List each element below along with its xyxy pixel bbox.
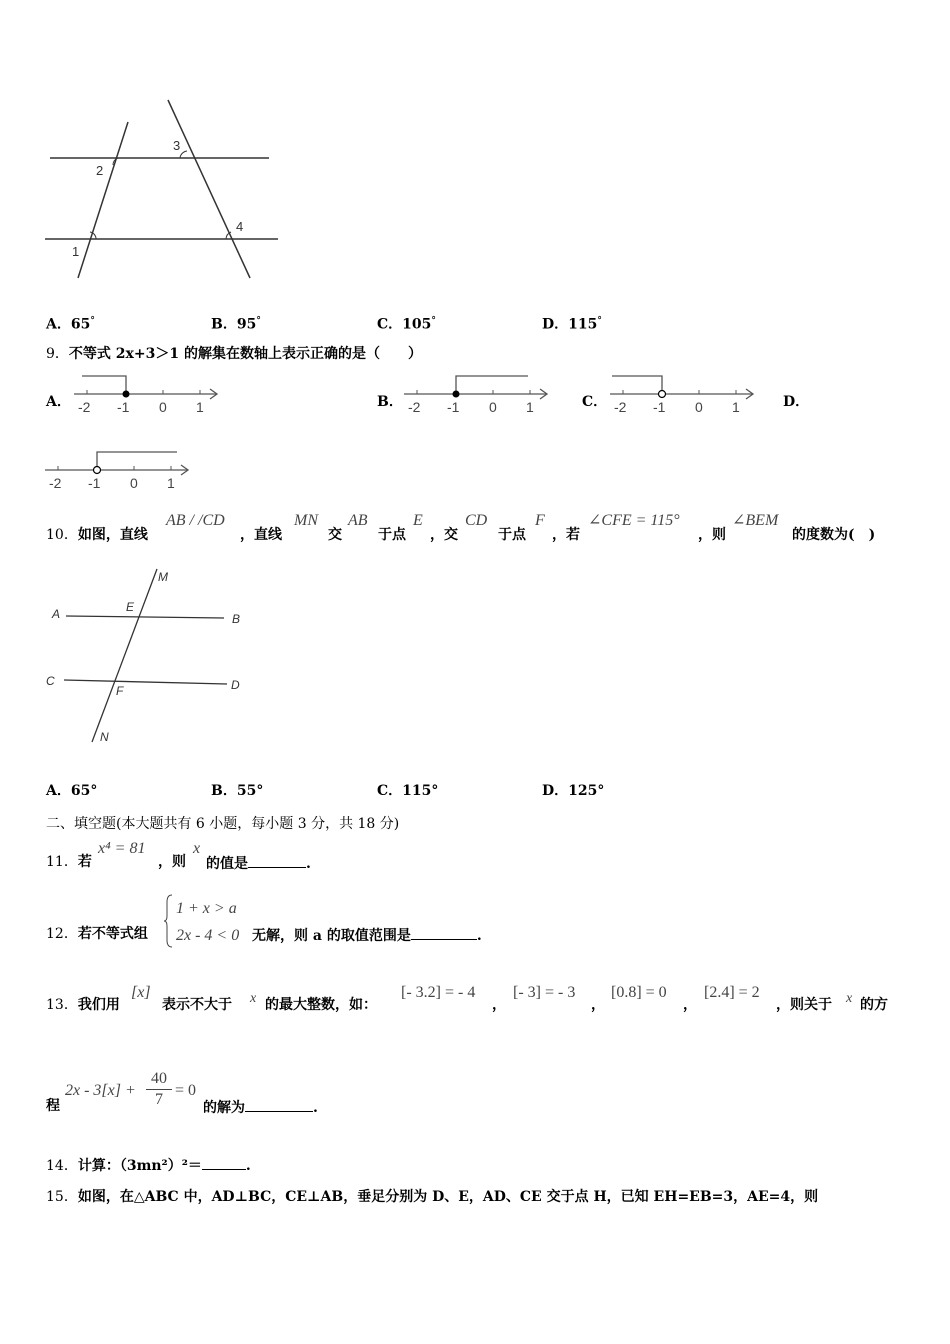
q12-brace — [164, 894, 174, 948]
q10-line-mn — [92, 569, 157, 742]
q10-label-b: B — [232, 612, 241, 626]
q8-option-a: A．65° — [46, 316, 95, 333]
svg-text:0: 0 — [695, 399, 703, 415]
q9-numberline-a — [70, 372, 230, 416]
q14-question: 14．计算：（3mn²）²＝ . — [46, 1155, 251, 1175]
q8-option-d: D．115° — [542, 316, 602, 333]
q11-text-end: 的值是 . — [206, 853, 311, 873]
svg-text:-1: -1 — [447, 399, 460, 415]
q11-math-x4: x⁴ = 81 — [98, 840, 146, 857]
q8-label-4: 4 — [236, 219, 244, 234]
q9-text: 不等式 2x+3＞1 的解集在数轴上表示正确的是（ ） — [68, 346, 422, 362]
q13-answer-blank[interactable] — [245, 1097, 313, 1112]
q13-equation-right: = 0 — [175, 1082, 197, 1099]
q10-line-cd — [64, 680, 227, 684]
q14-answer-blank[interactable] — [202, 1155, 246, 1170]
q10-label-m: M — [158, 570, 168, 584]
q10-label-e: E — [126, 600, 135, 614]
q8-label-3: 3 — [173, 138, 181, 153]
q12-question: 12．若不等式组 — [46, 926, 148, 942]
q10-math-angle-cfe: ∠CFE = 115° — [588, 512, 680, 529]
q11-answer-blank[interactable] — [248, 853, 306, 868]
q10-math-mn: MN — [294, 512, 318, 529]
q10-line-ab — [66, 616, 224, 618]
q9a-solid-dot — [123, 391, 130, 398]
q10-option-b: B．55° — [211, 783, 264, 799]
q9-numberline-d — [41, 448, 201, 492]
q12-line-2: 2x - 4 < 0 — [176, 927, 240, 944]
q9-number: 9． — [46, 346, 69, 362]
q8-figure — [40, 98, 280, 288]
q13-example-1: [- 3.2] = - 4 — [401, 984, 476, 1001]
svg-text:1: 1 — [196, 399, 204, 415]
q8-option-c: C．105° — [377, 316, 436, 333]
svg-text:-2: -2 — [49, 475, 62, 491]
svg-text:1: 1 — [167, 475, 175, 491]
svg-text:1: 1 — [732, 399, 740, 415]
q9-option-b-letter: B． — [377, 394, 403, 410]
q8-transversal-left — [78, 122, 128, 278]
section-2-heading: 二、填空题(本大题共有 6 小题，每小题 3 分，共 18 分) — [46, 816, 400, 832]
q12-line-1: 1 + x > a — [176, 900, 237, 917]
svg-text:-2: -2 — [408, 399, 421, 415]
q10-math-ab: AB — [348, 512, 368, 529]
svg-text:-2: -2 — [78, 399, 91, 415]
q9-numberline-b — [400, 372, 560, 416]
q12-text-end: 无解，则 a 的取值范围是 . — [252, 925, 482, 945]
q9-option-c-letter: C． — [582, 394, 608, 410]
q13-fraction: 40 7 — [146, 1069, 172, 1110]
q10-option-c: C．115° — [377, 783, 439, 799]
q9-option-d-letter: D． — [783, 394, 810, 410]
q8-label-1: 1 — [72, 244, 80, 259]
q8-transversal-right — [168, 100, 250, 278]
q9-question — [46, 345, 422, 363]
q11-math-x: x — [193, 840, 201, 857]
q9c-open-dot — [659, 391, 666, 398]
q9b-solid-dot — [453, 391, 460, 398]
q10-label-n: N — [100, 730, 109, 744]
q10-option-a: A．65° — [46, 783, 98, 799]
q11-question: 11．若 — [46, 854, 92, 870]
q13-math-floor-x: [x] — [131, 984, 151, 1001]
q10-math-angle-bem: ∠BEM — [732, 512, 779, 529]
q10-math-f: F — [535, 512, 545, 529]
q10-math-cd: CD — [465, 512, 488, 529]
q13-example-3: [0.8] = 0 — [611, 984, 667, 1001]
q9d-open-dot — [94, 467, 101, 474]
q10-option-d: D．125° — [542, 783, 605, 799]
svg-text:-1: -1 — [653, 399, 666, 415]
q13-equation-left: 2x - 3[x] + — [65, 1082, 136, 1099]
q15-question: 15．如图，在△ABC 中，AD⊥BC，CE⊥AB，垂足分别为 D、E，AD、CE 交于点 H，已知 EH=EB=3，AE=4，则 — [46, 1189, 819, 1205]
svg-text:0: 0 — [489, 399, 497, 415]
q13-math-x2: x — [846, 991, 853, 1006]
q8-label-2: 2 — [96, 163, 104, 178]
q9-option-a-letter: A． — [46, 394, 71, 410]
q10-label-a: A — [52, 607, 61, 621]
svg-text:1: 1 — [526, 399, 534, 415]
svg-text:0: 0 — [159, 399, 167, 415]
q10-math-e: E — [413, 512, 423, 529]
q13-math-x1: x — [250, 991, 257, 1006]
svg-text:-2: -2 — [614, 399, 627, 415]
q13-example-2: [- 3] = - 3 — [513, 984, 576, 1001]
q12-answer-blank[interactable] — [411, 925, 477, 940]
q10-math-ab-cd: AB / /CD — [166, 512, 225, 529]
q9-numberline-c — [606, 372, 766, 416]
q10-label-c: C — [46, 674, 55, 688]
q13-example-4: [2.4] = 2 — [704, 984, 760, 1001]
svg-text:-1: -1 — [117, 399, 130, 415]
q10-label-d: D — [231, 678, 240, 692]
q10-question: 10．如图，直线 — [46, 527, 148, 543]
svg-text:0: 0 — [130, 475, 138, 491]
q13-question: 13．我们用 — [46, 997, 120, 1013]
q10-label-f: F — [116, 684, 124, 698]
q10-figure — [44, 567, 254, 752]
q8-option-b: B．95° — [211, 316, 261, 333]
svg-text:-1: -1 — [88, 475, 101, 491]
q13-text-end: 的解为 . — [203, 1097, 318, 1117]
